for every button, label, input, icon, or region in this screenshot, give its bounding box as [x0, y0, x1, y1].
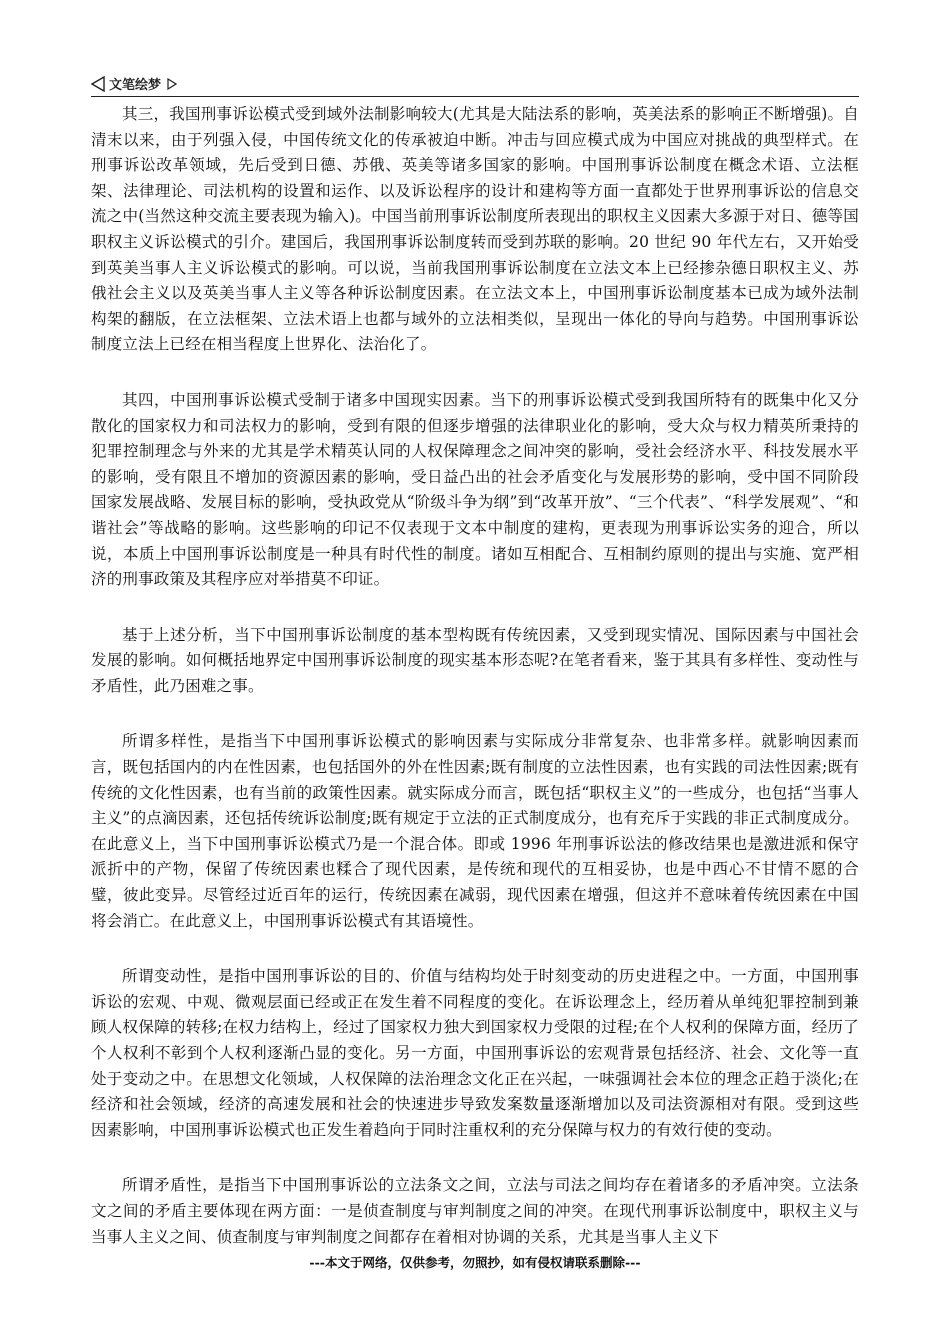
paragraph-third-point: 其三，我国刑事诉讼模式受到域外法制影响较大(尤其是大陆法系的影响，英美法系的影响正不断增强)。自清末以来，由于列强入侵，中国传统文化的传承被迫中断。冲击与回应模式成为中国应对挑战的典型样式。在刑事诉讼改革领域，先后受到日德、苏俄、英美等诸多国家的影响。中国刑事诉讼制度在概念术语、立法框架、法律理论、司法机构的设置和运作、以及诉讼程序的设计和建构等方面一直都处于世界刑事诉讼的信息交流之中(当然这种交流主要表现为输入)。中国当前刑事诉讼制度所表现出的职权主义因素大多源于对日、德等国职权主义诉讼模式的引介。建国后，我国刑事诉讼制度转而受到苏联的影响。20 世纪 90 年代左右，又开始受到英美当事人主义诉讼模式的影响。可以说，当前我国刑事诉讼制度在立法文本上已经掺杂德日职权主义、苏俄社会主义以及英美当事人主义等各种诉讼制度因素。在立法文本上，中国刑事诉讼制度基本已成为域外法制构架的翻版，在立法框架、立法术语上也都与域外的立法相类似，呈现出一体化的导向与趋势。中国刑事诉讼制度立法上已经在相当程度上世界化、法治化了。: [91, 105, 859, 354]
header-brand-text: 文笔绘梦: [109, 78, 162, 93]
paragraph-variability: 所谓变动性，是指中国刑事诉讼的目的、价值与结构均处于时刻变动的历史进程之中。一方面，中国刑事诉讼的宏观、中观、微观层面已经或正在发生着不同程度的变化。在诉讼理念上，经历着从单纯犯罪控制到兼顾人权保障的转移;在权力结构上，经过了国家权力独大到国家权力受限的过程;在个人权利的保障方面，经历了个人权利不彰到个人权利逐渐凸显的变化。另一方面，中国刑事诉讼的宏观背景包括经济、社会、文化等一直处于变动之中。在思想文化领域，人权保障的法治理念文化正在兴起，一味强调社会本位的理念正趋于淡化;在经济和社会领域，经济的高速发展和社会的快速进步导致发案数量逐渐增加以及司法资源相对有限。受到这些因素影响，中国刑事诉讼模式也正发生着趋向于同时注重权利的充分保障与权力的有效行使的变动。: [91, 967, 859, 1139]
paragraph-contradiction: 所谓矛盾性，是指当下中国刑事诉讼的立法条文之间，立法与司法之间均存在着诸多的矛盾冲突。立法条文之间的矛盾主要体现在两方面：一是侦查制度与审判制度之间的冲突。在现代刑事诉讼制度中，职权主义与当事人主义之间、侦查制度与审判制度之间都存在着相对协调的关系，尤其是当事人主义下: [91, 1176, 859, 1246]
header-brand: [91, 74, 177, 93]
triangle-left-icon: [91, 76, 105, 92]
triangle-right-icon: [167, 78, 177, 90]
document-body: [91, 102, 859, 1280]
paragraph-analysis: 基于上述分析，当下中国刑事诉讼制度的基本型构既有传统因素，又受到现实情况、国际因素与中国社会发展的影响。如何概括地界定中国刑事诉讼制度的现实基本形态呢?在笔者看来，鉴于其具有多样性、变动性与矛盾性，此乃困难之事。: [91, 625, 859, 695]
paragraph-fourth-point: 其四，中国刑事诉讼模式受制于诸多中国现实因素。当下的刑事诉讼模式受到我国所特有的既集中化又分散化的国家权力和司法权力的影响，受到有限的但逐步增强的法律职业化的影响，受大众与权力精英所秉持的犯罪控制理念与外来的尤其是学术精英认同的人权保障理念之间冲突的影响，受社会经济水平、科技发展水平的影响，受有限且不增加的资源因素的影响，受日益凸出的社会矛盾变化与发展形势的影响，受中国不同阶段国家发展战略、发展目标的影响，受执政党从“阶级斗争为纲”到“改革开放”、“三个代表”、“科学发展观”、“和谐社会”等战略的影响。这些影响的印记不仅表现于文本中制度的建构，更表现为刑事诉讼实务的迎合，所以说，本质上中国刑事诉讼制度是一种具有时代性的制度。诸如互相配合、互相制约原则的提出与实施、宽严相济的刑事政策及其程序应对举措莫不印证。: [91, 390, 859, 589]
footer-notice: ---本文于网络，仅供参考，勿照抄，如有侵权请联系删除---: [309, 1255, 641, 1270]
page-header: [91, 72, 859, 97]
paragraph-diversity: 所谓多样性，是指当下中国刑事诉讼模式的影响因素与实际成分非常复杂、也非常多样。就影响因素而言，既包括国内的内在性因素，也包括国外的外在性因素;既有制度的立法性因素，也有实践的司法性因素;既有传统的文化性因素，也有当前的政策性因素。就实际成分而言，既包括“职权主义”的一些成分，也包括“当事人主义”的点滴因素，还包括传统诉讼制度;既有规定于立法的正式制度成分，也有充斥于实践的非正式制度成分。在此意义上，当下中国刑事诉讼模式乃是一个混合体。即或 1996 年刑事诉讼法的修改结果也是激进派和保守派折中的产物，保留了传统因素也糅合了现代因素，是传统和现代的互相妥协，也是中西心不甘情不愿的合璧，彼此变异。尽管经过近百年的运行，传统因素在减弱，现代因素在增强，但这并不意味着传统因素在中国将会消亡。在此意义上，中国刑事诉讼模式有其语境性。: [91, 732, 859, 930]
